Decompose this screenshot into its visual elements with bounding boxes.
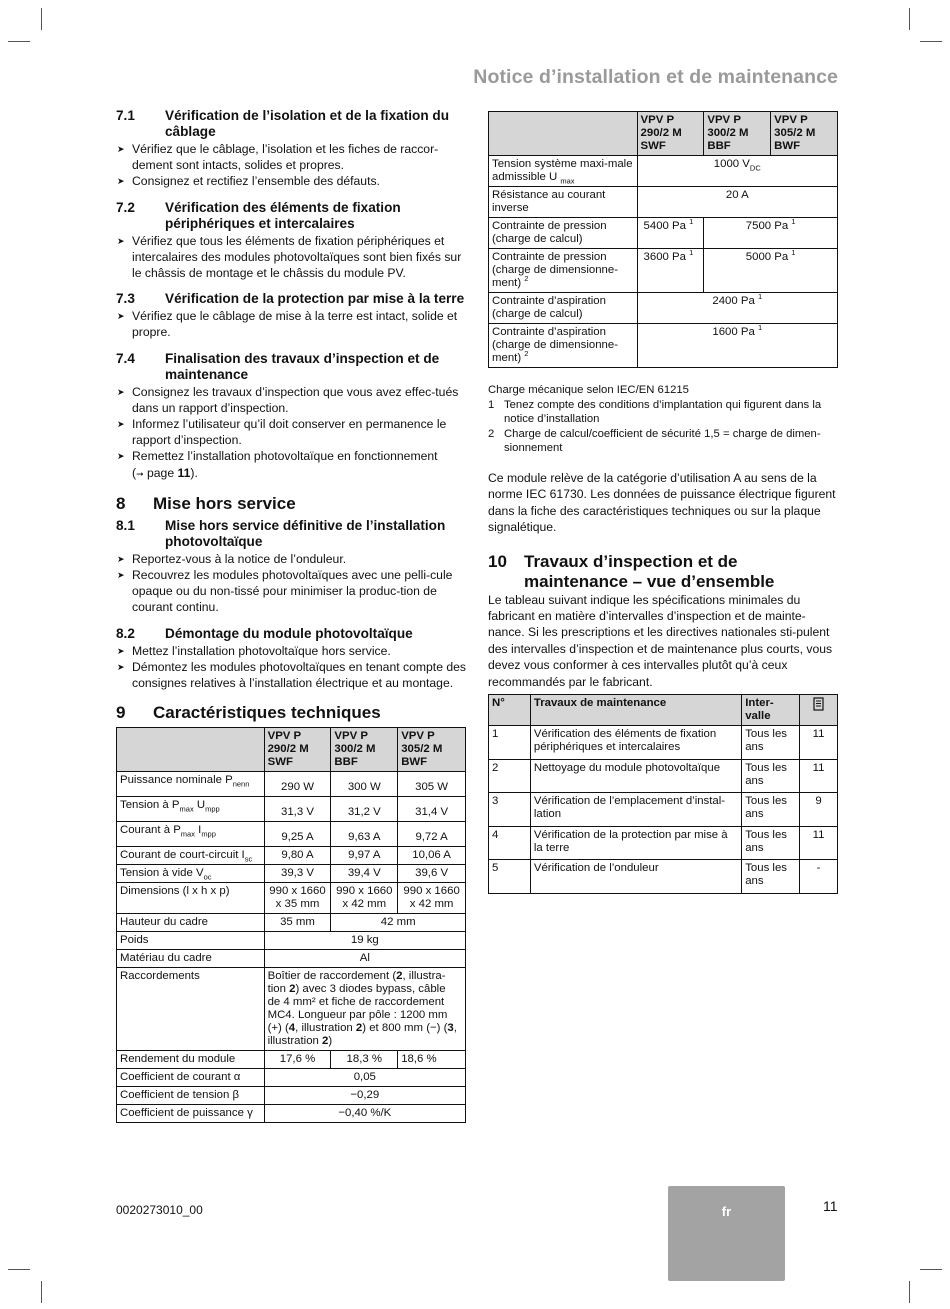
footnote: 2 Charge de calcul/coefficient de sécurité 1,5 = charge de dimen-sionnement <box>488 427 821 455</box>
table-cell: 31,4 V <box>398 797 466 822</box>
table-cell: −0,40 %/K <box>264 1105 465 1123</box>
section-heading: 8.1 Mise hors service définitive de l’installation photovoltaïque <box>116 517 446 549</box>
list-item: ➤ Reportez-vous à la notice de l’onduleur. <box>116 551 466 567</box>
table-cell: Vérification de l’onduleur <box>530 860 741 894</box>
table-cell: 39,4 V <box>331 865 398 883</box>
table-row <box>117 865 466 883</box>
model-header: VPV P 300/2 M BBF <box>331 728 398 772</box>
table-cell: 0,05 <box>264 1069 465 1087</box>
table-cell: 18,3 % <box>331 1051 398 1069</box>
table-cell: 10,06 A <box>398 847 466 865</box>
row-label: Contrainte de pression (charge de calcul) <box>489 218 638 249</box>
footnote: 1 Tenez compte des conditions d’implantation qui figurent dans la notice d’installation <box>488 398 822 426</box>
list-item: ➤ Vérifiez que le câblage de mise à la terre est intact, solide et propre. <box>116 308 466 340</box>
table-row <box>489 759 838 793</box>
table-cell: Boîtier de raccordement (2, illustra-tion 2) avec 3 diodes bypass, câble de 4 mm² et fiche de raccordement MC4. Longueur par pôle : 1200 mm (+) (4, illustration 2) et 800 mm (−) (3, illustration 2) <box>264 968 465 1051</box>
running-head: Notice d’installation et de maintenance <box>473 66 838 88</box>
crop-mark <box>8 41 30 42</box>
page-reference-link[interactable]: 11 <box>800 826 838 860</box>
table-header-cell <box>489 112 638 156</box>
table-row <box>117 1087 466 1105</box>
table-cell: Tous les ans <box>742 726 800 760</box>
table-cell: 5000 Pa $^1$ <box>704 249 838 293</box>
table-row <box>117 883 466 914</box>
table-cell: 31,3 V <box>264 797 331 822</box>
table-cell: Vérification de l’emplacement d’instal-lation <box>530 793 741 827</box>
crop-mark <box>920 41 942 42</box>
table-cell: 42 mm <box>331 914 466 932</box>
table-cell: Vérification des éléments de fixation périphériques et intercalaires <box>530 726 741 760</box>
chapter-heading: 10 Travaux d’inspection et de maintenance – vue d’ensemble <box>488 551 775 591</box>
table-row <box>117 932 466 950</box>
table-cell: 2 <box>489 759 531 793</box>
page-number: 11 <box>823 1198 838 1214</box>
table-row <box>117 1105 466 1123</box>
crop-mark <box>8 1269 30 1270</box>
maintenance-table <box>488 694 838 894</box>
crop-mark <box>909 1281 910 1303</box>
table-cell: Tous les ans <box>742 860 800 894</box>
left-column <box>116 108 466 1123</box>
row-label: Dimensions (l x h x p) <box>117 883 265 914</box>
bullet-list <box>116 141 466 190</box>
table-cell: 7500 Pa $^1$ <box>704 218 838 249</box>
list-item: ➤ Vérifiez que tous les éléments de fixation périphériques et intercalaires des modules photovoltaïques sont bien fixés sur le châssis de montage et le châssis du module PV. <box>116 233 466 282</box>
page-reference-link[interactable]: 9 <box>800 793 838 827</box>
table-cell: 9,80 A <box>264 847 331 865</box>
model-header: VPV P 305/2 M BWF <box>771 112 838 156</box>
chapter-heading: 8 Mise hors service <box>116 493 296 513</box>
table-row <box>117 950 466 968</box>
table-cell: 300 W <box>331 772 398 797</box>
row-label: Courant à $P_{max}$ $I_{mpp}$ <box>117 822 265 847</box>
list-item: ➤ Vérifiez que le câblage, l’isolation et les fiches de raccor-dement sont intacts, solides et propres. <box>116 141 466 173</box>
table-row <box>117 968 466 1051</box>
table-cell: 19 kg <box>264 932 465 950</box>
book-icon <box>813 697 825 711</box>
page-reference-link[interactable]: 11 <box>800 726 838 760</box>
table-cell: 17,6 % <box>264 1051 331 1069</box>
document-code: 0020273010_00 <box>116 1203 203 1217</box>
table-cell: 305 W <box>398 772 466 797</box>
table-row <box>117 914 466 932</box>
table-cell: 2400 Pa $^1$ <box>637 293 837 324</box>
table-cell: 3 <box>489 793 531 827</box>
row-label: Tension système maxi-male admissible U $_{max}$ <box>489 156 638 187</box>
list-item: ➤ Mettez l’installation photovoltaïque hors service. <box>116 643 466 659</box>
crop-mark <box>920 1269 942 1270</box>
section-heading: 7.3 Vérification de la protection par mise à la terre <box>116 291 465 307</box>
bullet-list <box>116 384 466 482</box>
table-cell: Nettoyage du module photovoltaïque <box>530 759 741 793</box>
table-row <box>489 826 838 860</box>
row-label: Puissance nominale $P_{nenn}$ <box>117 772 265 797</box>
model-header: VPV P 290/2 M SWF <box>264 728 331 772</box>
table-row <box>117 797 466 822</box>
table-row <box>489 860 838 894</box>
list-item: ➤ Consignez et rectifiez l’ensemble des défauts. <box>116 173 466 189</box>
row-label: Coefficient de courant α <box>117 1069 265 1087</box>
table-cell: 990 x 1660 x 42 mm <box>398 883 466 914</box>
table-header-cell: Travaux de maintenance <box>530 695 741 726</box>
table-row <box>489 793 838 827</box>
bullet-list <box>116 233 466 282</box>
table-header-row <box>489 695 838 726</box>
table-cell: 39,6 V <box>398 865 466 883</box>
technical-data-table <box>116 727 466 1123</box>
table-cell: 18,6 % <box>398 1051 466 1069</box>
row-label: Tension à vide $V_{oc}$ <box>117 865 265 883</box>
table-cell: 1 <box>489 726 531 760</box>
section-heading: 7.2 Vérification des éléments de fixation périphériques et intercalaires <box>116 199 401 231</box>
row-label: Raccordements <box>117 968 265 1051</box>
section-heading: 7.4 Finalisation des travaux d’inspection et de maintenance <box>116 350 440 382</box>
crop-mark <box>909 8 910 30</box>
table-cell: Al <box>264 950 465 968</box>
table-row <box>117 822 466 847</box>
row-label: Contrainte d’aspiration (charge de dimensionne-ment) $^2$ <box>489 324 638 368</box>
row-label: Tension à $P_{max}$ $U_{mpp}$ <box>117 797 265 822</box>
table-cell: 9,97 A <box>331 847 398 865</box>
table-row <box>489 187 838 218</box>
language-tab: fr <box>668 1186 785 1281</box>
bullet-list <box>116 308 466 340</box>
table-header-cell: Inter-valle <box>742 695 800 726</box>
list-item: ➤ Recouvrez les modules photovoltaïques avec une pelli-cule opaque ou du non-tissé pour minimiser la produc-tion de courant continu. <box>116 567 466 616</box>
table-cell: Tous les ans <box>742 793 800 827</box>
table-cell: 35 mm <box>264 914 331 932</box>
table-cell: 1600 Pa $^1$ <box>637 324 837 368</box>
table-cell: 9,25 A <box>264 822 331 847</box>
row-label: Coefficient de puissance γ <box>117 1105 265 1123</box>
table-row <box>489 293 838 324</box>
table-cell: 990 x 1660 x 35 mm <box>264 883 331 914</box>
table-cell: 9,72 A <box>398 822 466 847</box>
list-item: ➤ Démontez les modules photovoltaïques en tenant compte des consignes relatives à l’installation électrique et au montage. <box>116 659 466 691</box>
table-cell: 3600 Pa $^1$ <box>637 249 704 293</box>
model-header: VPV P 305/2 M BWF <box>398 728 466 772</box>
section-heading: 8.2 Démontage du module photovoltaïque <box>116 625 413 641</box>
footnotes <box>488 383 838 456</box>
crop-mark <box>41 8 42 30</box>
table-row <box>117 1051 466 1069</box>
table-header-row <box>489 112 838 156</box>
row-label: Résistance au courant inverse <box>489 187 638 218</box>
table-header-row <box>117 728 466 772</box>
table-cell: Tous les ans <box>742 826 800 860</box>
table-row <box>117 1069 466 1087</box>
section-heading: 7.1 Vérification de l’isolation et de la fixation du câblage <box>116 108 450 139</box>
table-cell: Vérification de la protection par mise à la terre <box>530 826 741 860</box>
row-label: Courant de court-circuit $I_{sc}$ <box>117 847 265 865</box>
bullet-list <box>116 551 466 616</box>
table-cell: - <box>800 860 838 894</box>
mechanical-data-table <box>488 111 838 368</box>
list-item: ➤ Informez l’utilisateur qu’il doit conserver en permanence le rapport d’inspection. <box>116 416 466 448</box>
row-label: Poids <box>117 932 265 950</box>
table-row <box>489 249 838 293</box>
table-cell: −0,29 <box>264 1087 465 1105</box>
chapter-heading: 9 Caractéristiques techniques <box>116 703 381 723</box>
row-label: Hauteur du cadre <box>117 914 265 932</box>
row-label: Coefficient de tension β <box>117 1087 265 1105</box>
table-header-cell <box>800 695 838 726</box>
table-header-cell <box>117 728 265 772</box>
arrow-right-icon: ➞ <box>136 468 144 479</box>
table-cell: 5400 Pa $^1$ <box>637 218 704 249</box>
table-header-cell: N° <box>489 695 531 726</box>
table-cell: Tous les ans <box>742 759 800 793</box>
right-column <box>488 111 838 894</box>
list-item: ➤ Remettez l’installation photovoltaïque en fonctionnement (➞ page 11). <box>116 448 466 481</box>
row-label: Contrainte de pression (charge de dimensionne-ment) $^2$ <box>489 249 638 293</box>
paragraph: Le tableau suivant indique les spécifications minimales du fabricant en matière d’intervalles d’inspection et de mainte-nance. Si les prescriptions et les directives nationales sti-pulent des intervalles d’inspection et de maintenance plus courts, vous devez vous conformer à ces intervalles plutôt qu’à ceux recommandés par le fabricant. <box>488 592 833 689</box>
table-cell: 4 <box>489 826 531 860</box>
page-reference-link[interactable]: 11 <box>800 759 838 793</box>
table-cell: 39,3 V <box>264 865 331 883</box>
page-reference-link[interactable]: 11 <box>177 465 191 480</box>
table-cell: 31,2 V <box>331 797 398 822</box>
paragraph: Ce module relève de la catégorie d’utilisation A au sens de la norme IEC 61730. Les données de puissance électrique figurent dans la fiche des caractéristiques techniques ou sur la plaque signalétique. <box>488 470 836 535</box>
model-header: VPV P 300/2 M BBF <box>704 112 771 156</box>
table-row <box>489 156 838 187</box>
list-item: ➤ Consignez les travaux d’inspection que vous avez effec-tués dans un rapport d’inspection. <box>116 384 466 416</box>
footnote-title: Charge mécanique selon IEC/EN 61215 <box>488 384 689 396</box>
row-label: Contrainte d’aspiration (charge de calcul) <box>489 293 638 324</box>
table-row <box>117 772 466 797</box>
row-label: Matériau du cadre <box>117 950 265 968</box>
table-row <box>489 218 838 249</box>
bullet-list <box>116 643 466 692</box>
table-cell: 20 A <box>637 187 837 218</box>
table-row <box>489 726 838 760</box>
table-cell: 990 x 1660 x 42 mm <box>331 883 398 914</box>
table-cell: 1000 $V_{DC}$ <box>637 156 837 187</box>
table-row <box>489 324 838 368</box>
crop-mark <box>41 1281 42 1303</box>
model-header: VPV P 290/2 M SWF <box>637 112 704 156</box>
row-label: Rendement du module <box>117 1051 265 1069</box>
table-cell: 290 W <box>264 772 331 797</box>
table-cell: 5 <box>489 860 531 894</box>
table-row <box>117 847 466 865</box>
table-cell: 9,63 A <box>331 822 398 847</box>
